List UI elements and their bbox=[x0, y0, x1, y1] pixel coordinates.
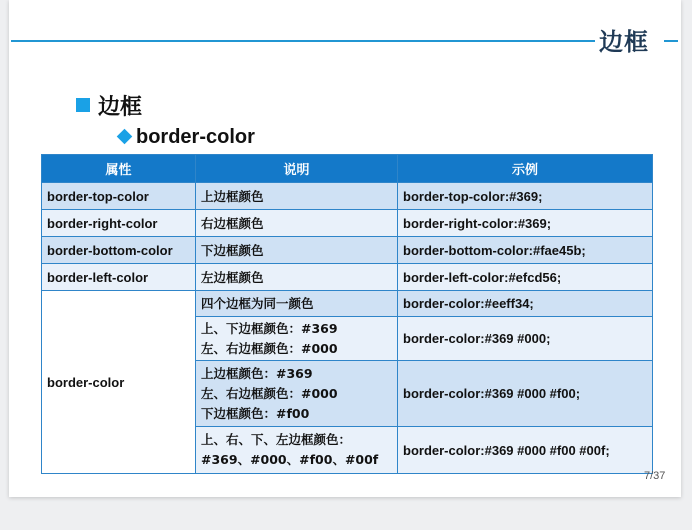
header-title: 边框 bbox=[599, 28, 649, 56]
description-line: 下边框颜色：#f00 bbox=[201, 405, 310, 421]
table-row bbox=[42, 210, 653, 237]
example-cell: border-right-color:#369; bbox=[398, 210, 653, 237]
property-cell: border-bottom-color bbox=[42, 237, 196, 264]
property-cell: border-left-color bbox=[42, 264, 196, 291]
square-bullet-icon bbox=[76, 98, 90, 112]
section-title: 边框 bbox=[98, 95, 143, 120]
example-cell: border-color:#369 #000; bbox=[398, 317, 653, 361]
table-header-row bbox=[42, 155, 653, 183]
description-cell: 右边框颜色 bbox=[196, 210, 398, 237]
column-header: 属性 bbox=[42, 155, 196, 183]
table-row bbox=[42, 183, 653, 210]
section-subtitle: border-color bbox=[136, 126, 255, 148]
description-line: 四个边框为同一颜色 bbox=[201, 295, 314, 311]
example-cell: border-top-color:#369; bbox=[398, 183, 653, 210]
example-cell: border-color:#369 #000 #f00 #00f; bbox=[398, 427, 653, 474]
example-cell: border-left-color:#efcd56; bbox=[398, 264, 653, 291]
property-cell-merged: border-color bbox=[42, 291, 196, 474]
description-cell: 上边框颜色 bbox=[196, 183, 398, 210]
example-cell: border-bottom-color:#fae45b; bbox=[398, 237, 653, 264]
table-row bbox=[42, 291, 653, 317]
property-cell: border-right-color bbox=[42, 210, 196, 237]
table-row bbox=[42, 237, 653, 264]
description-cell: 左边框颜色 bbox=[196, 264, 398, 291]
description-line: 左、右边框颜色：#000 bbox=[201, 340, 338, 356]
properties-table bbox=[41, 154, 653, 474]
slide bbox=[9, 0, 681, 497]
description-cell: 下边框颜色 bbox=[196, 237, 398, 264]
header-rule-left bbox=[11, 40, 595, 42]
description-line: #369、#000、#f00、#00f bbox=[201, 452, 379, 467]
description-line: 上、下边框颜色：#369 bbox=[201, 320, 338, 336]
table-row bbox=[42, 264, 653, 291]
column-header: 示例 bbox=[398, 155, 653, 183]
description-cell bbox=[196, 361, 398, 427]
description-cell bbox=[196, 291, 398, 317]
header-rule-right bbox=[664, 40, 678, 42]
description-line: 上、右、下、左边框颜色： bbox=[201, 432, 352, 447]
description-line: 上边框颜色：#369 bbox=[201, 365, 313, 381]
diamond-bullet-icon bbox=[117, 129, 133, 145]
page-number: 7/37 bbox=[644, 470, 666, 482]
description-line: 左、右边框颜色：#000 bbox=[201, 385, 338, 401]
description-cell bbox=[196, 427, 398, 474]
property-cell: border-top-color bbox=[42, 183, 196, 210]
example-cell: border-color:#369 #000 #f00; bbox=[398, 361, 653, 427]
column-header: 说明 bbox=[196, 155, 398, 183]
example-cell: border-color:#eeff34; bbox=[398, 291, 653, 317]
description-cell bbox=[196, 317, 398, 361]
